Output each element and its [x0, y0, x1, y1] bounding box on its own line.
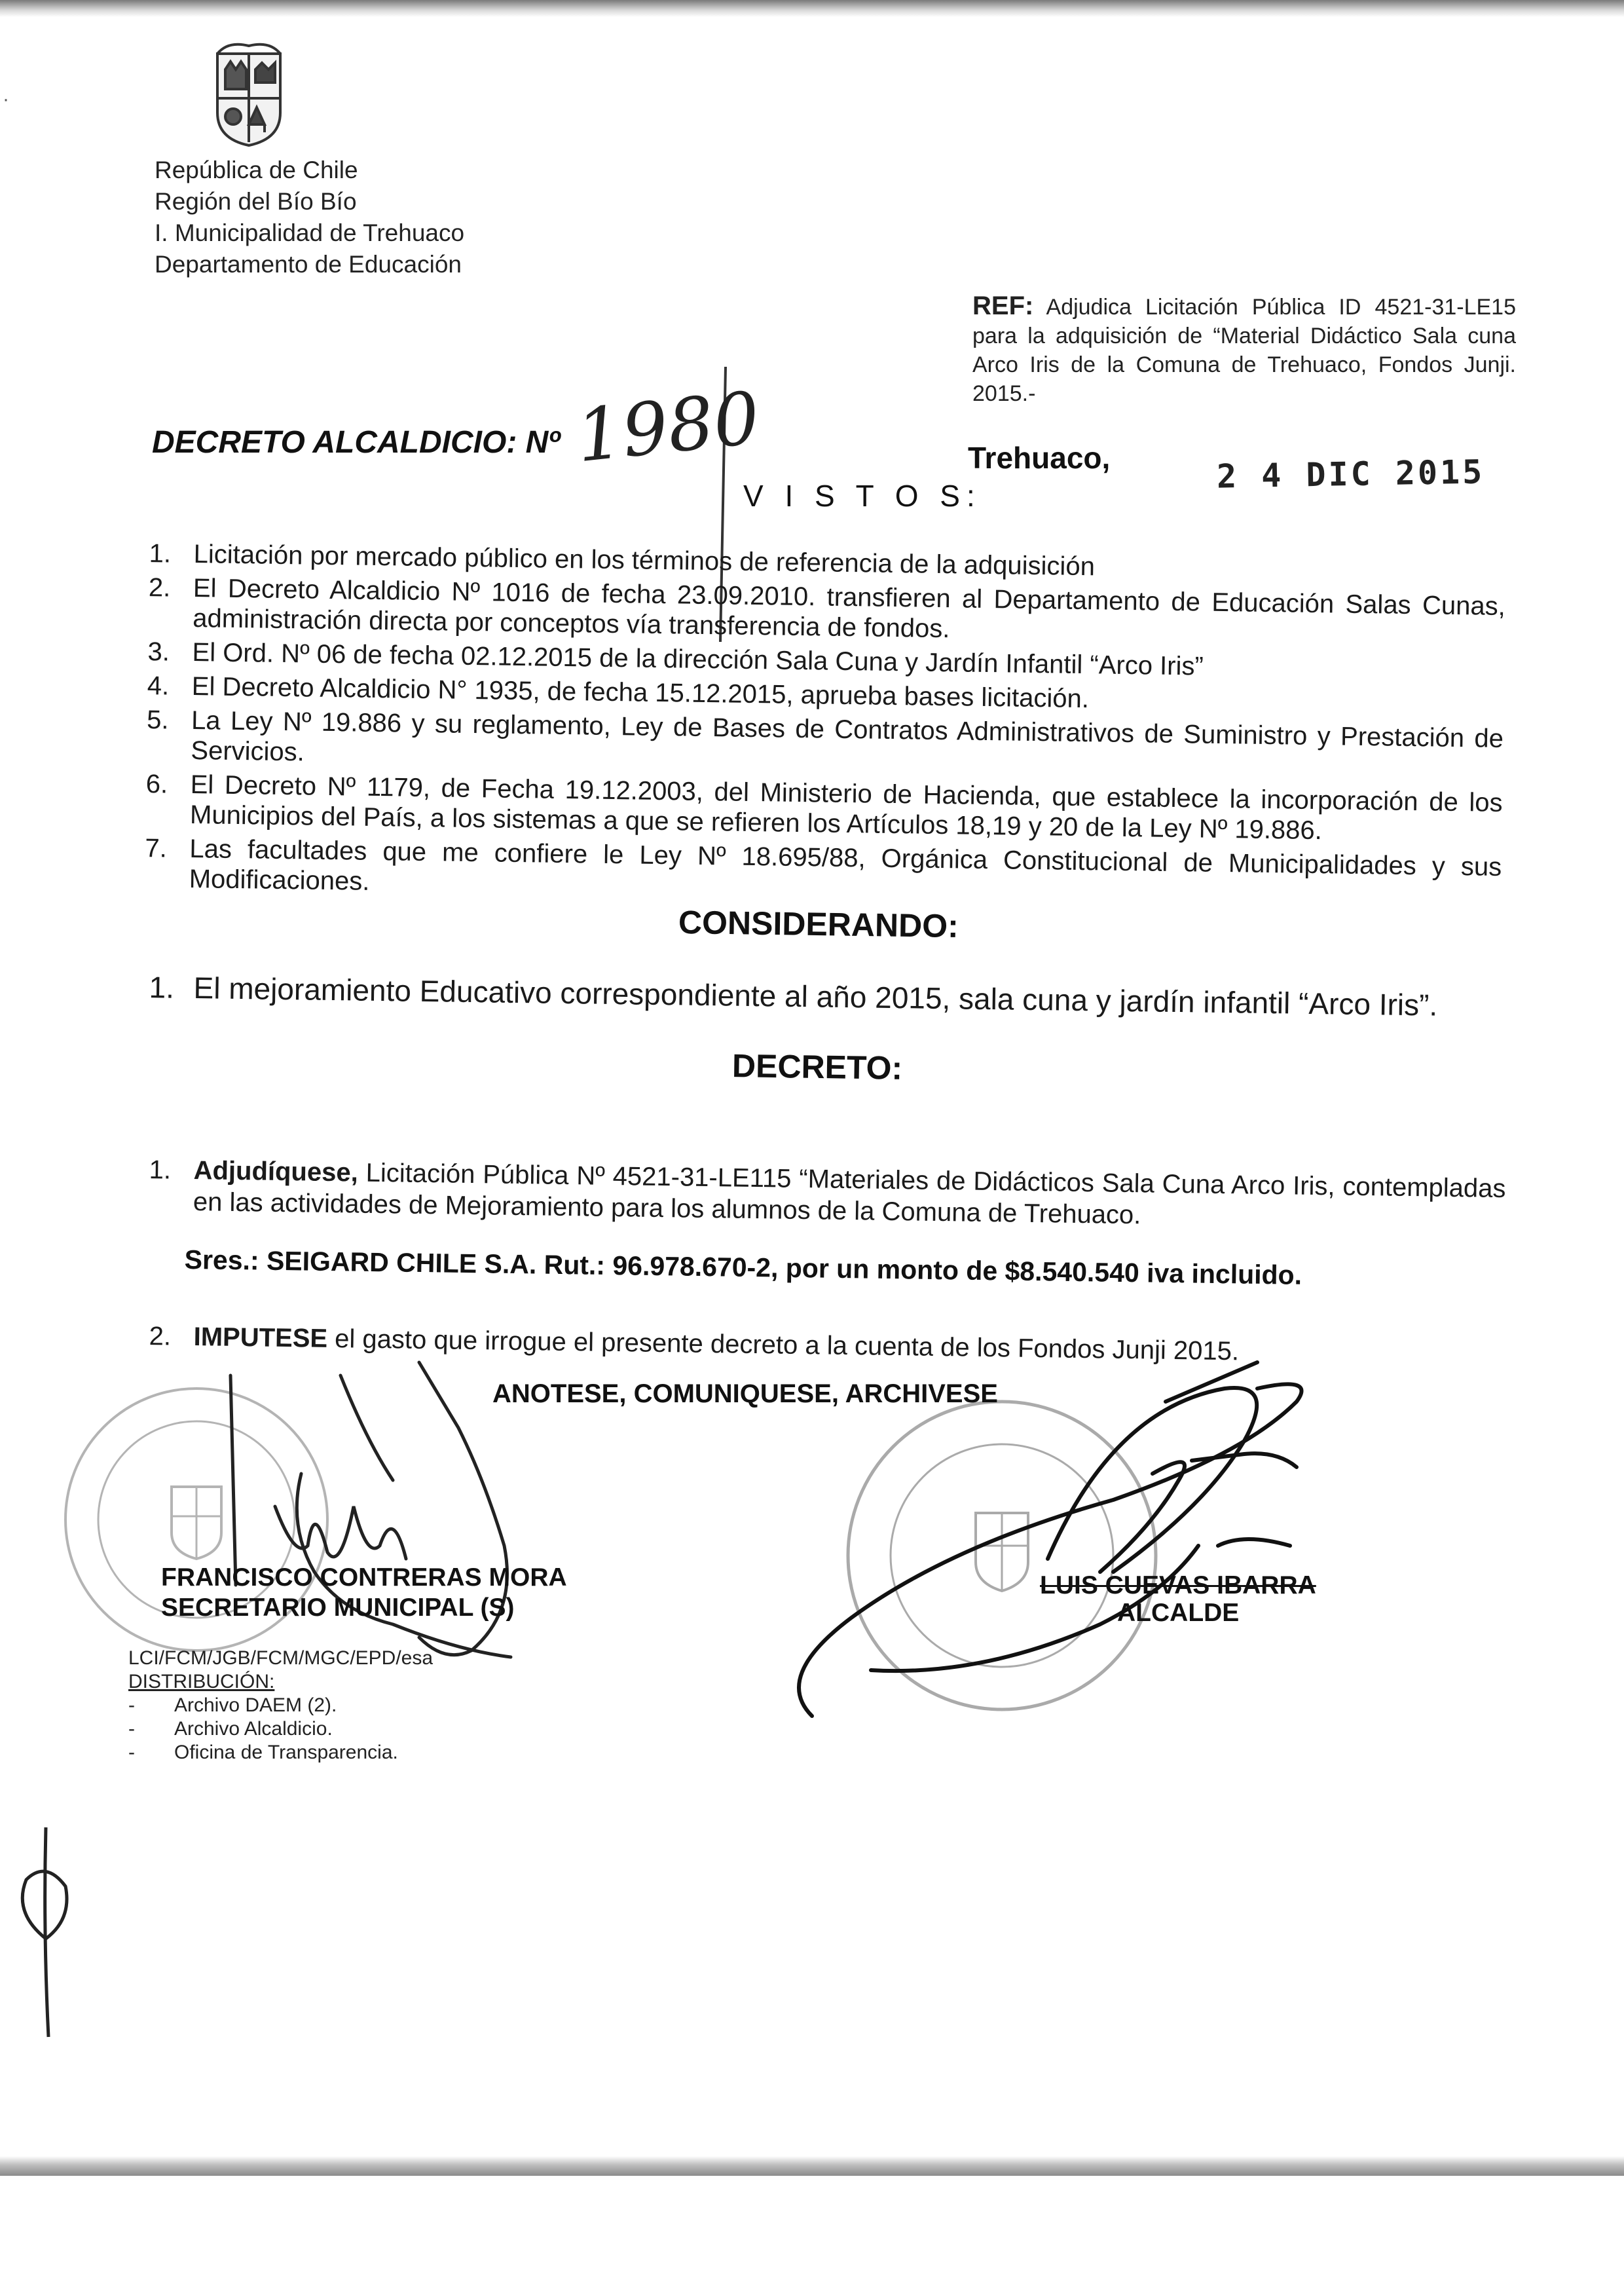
list-number: 5. [146, 705, 169, 735]
signatory-role: ALCALDE [1117, 1599, 1240, 1627]
scan-speck: · [3, 88, 9, 110]
distribution-item: - Archivo DAEM (2). [128, 1694, 337, 1716]
list-text: El Decreto Alcaldicio Nº 1016 de fecha 23.09.2010. transfieren al Departamento de Educación Salas Cunas, administración directa por conceptos vía transferencia de fondos. [192, 574, 1506, 644]
decree-title: DECRETO ALCALDICIO: Nº [152, 425, 560, 460]
supplier-line: Sres.: SEIGARD CHILE S.A. Rut.: 96.978.670-2, por un monto de $8.540.540 iva incluido. [184, 1244, 1302, 1290]
distribution-item: - Oficina de Transparencia. [128, 1742, 398, 1763]
list-number: 1. [149, 970, 175, 1005]
list-text: La Ley Nº 19.886 y su reglamento, Ley de Bases de Contratos Administrativos de Suministro y Prestación de Servicios. [191, 706, 1504, 767]
list-text: El mejoramiento Educativo correspondiente al año 2015, sala cuna y jardín infantil “Arco Iris”. [193, 971, 1438, 1022]
coat-of-arms-logo [217, 45, 280, 145]
date-stamp: 2 4 DIC 2015 [1216, 453, 1485, 496]
list-number: 7. [145, 834, 168, 863]
closing-formula: ANOTESE, COMUNIQUESE, ARCHIVESE [492, 1379, 998, 1408]
decree-number-handwritten: 1980 [572, 375, 764, 479]
list-text: Las facultades que me confiere le Ley Nº 18.695/88, Orgánica Constitucional de Municipalidades y sus Modificaciones. [189, 834, 1502, 896]
signatory-left [161, 1563, 567, 1623]
reference-block [972, 291, 1516, 408]
letterhead-line: República de Chile [155, 157, 358, 183]
list-text: el gasto que irrogue el presente decreto a la cuenta de los Fondos Junji 2015. [327, 1324, 1240, 1366]
initials-line: LCI/FCM/JGB/FCM/MGC/EPD/esa [128, 1647, 434, 1669]
distribution-item-text: Oficina de Transparencia. [174, 1742, 398, 1763]
vistos-heading: V I S T O S: [743, 479, 982, 513]
letterhead [155, 155, 464, 280]
signatory-name: LUIS CUEVAS IBARRA [1040, 1571, 1316, 1599]
distribution-item-text: Archivo Alcaldicio. [174, 1718, 333, 1740]
letterhead-line: I. Municipalidad de Trehuaco [155, 219, 465, 246]
distribution-item: - Archivo Alcaldicio. [128, 1718, 333, 1740]
list-text: Licitación Pública Nº 4521-31-LE115 “Materiales de Didácticos Sala Cuna Arco Iris, contempladas en las actividades de Mejoramiento para los alumnos de la Comuna de Trehuaco. [193, 1158, 1506, 1230]
signatory-right [1040, 1572, 1316, 1627]
list-text: El Ord. Nº 06 de fecha 02.12.2015 de la dirección Sala Cuna y Jardín Infantil “Arco Iris” [192, 638, 1204, 681]
signatory-name: FRANCISCO CONTRERAS MORA [161, 1563, 567, 1592]
list-keyword: IMPUTESE [193, 1322, 328, 1353]
distribution-label: DISTRIBUCIÓN: [128, 1671, 275, 1692]
reference-text: Adjudica Licitación Pública ID 4521-31-LE15 para la adquisición de “Material Didáctico Sala cuna Arco Iris de la Comuna de Trehuaco, Fondos Junji. 2015.- [972, 295, 1516, 406]
vistos-list [139, 538, 1505, 916]
list-number: 3. [147, 637, 170, 667]
list-number: 1. [149, 1155, 172, 1185]
stamp-right [848, 1402, 1156, 1709]
list-number: 6. [145, 770, 168, 799]
signature-right [799, 1362, 1302, 1716]
list-number: 2. [148, 573, 171, 603]
letterhead-line: Región del Bío Bío [155, 188, 357, 215]
distribution-footer [128, 1647, 433, 1764]
list-number: 1. [149, 539, 172, 569]
considerando-heading: CONSIDERANDO: [678, 904, 959, 944]
decreto-heading: DECRETO: [731, 1047, 903, 1087]
letterhead-line: Departamento de Educación [155, 251, 462, 278]
margin-initial-mark [22, 1827, 67, 2037]
list-text: Licitación por mercado público en los términos de referencia de la adquisición [193, 540, 1096, 582]
list-text: El Decreto Alcaldicio N° 1935, de fecha 15.12.2015, aprueba bases licitación. [191, 672, 1090, 714]
list-text: El Decreto Nº 1179, de Fecha 19.12.2003, del Ministerio de Hacienda, que establece la incorporación de los Municipios del País, a los sistemas a que se refieren los Artículos 18,19 y 20 de la Ley Nº 19.886. [189, 770, 1503, 846]
list-number: 2. [149, 1322, 172, 1351]
reference-label: REF: [972, 291, 1034, 320]
place-label: Trehuaco, [968, 441, 1111, 475]
list-number: 4. [147, 671, 170, 701]
list-keyword: Adjudíquese, [193, 1156, 359, 1187]
signatory-role: SECRETARIO MUNICIPAL (S) [161, 1594, 515, 1622]
distribution-item-text: Archivo DAEM (2). [174, 1694, 337, 1716]
